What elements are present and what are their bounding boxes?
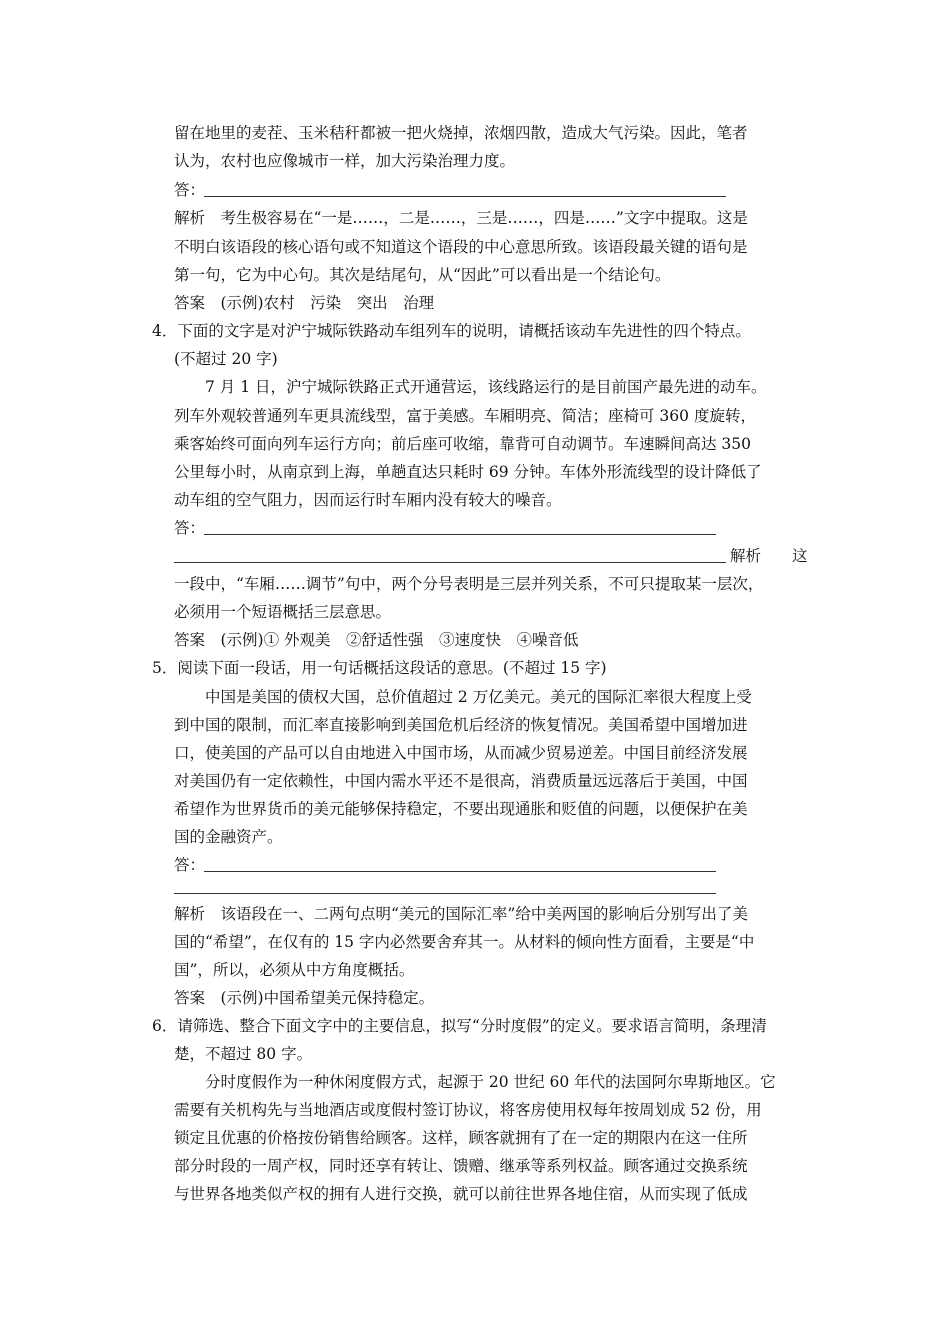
text-line: 认为，农村也应像城市一样，加大污染治理力度。 [174, 152, 516, 170]
analysis-line: 解析 该语段在一、二两句点明“美元的国际汇率”给中美两国的影响后分别写出了美 [174, 905, 748, 923]
question-4-limit: (不超过 20 字) [174, 350, 278, 368]
answer-blank-line [174, 893, 716, 894]
question-5-title: 5．阅读下面一段话，用一句话概括这段话的意思。(不超过 15 字) [152, 659, 607, 677]
question-6-limit: 楚，不超过 80 字。 [174, 1045, 313, 1063]
answer-blank-line [204, 534, 716, 535]
question-6-title: 6．请筛选、整合下面文字中的主要信息，拟写“分时度假”的定义。要求语言简明，条理清 [152, 1017, 767, 1035]
passage-line: 需要有关机构先与当地酒店或度假村签订协议，将客房使用权每年按周划成 52 份，用 [174, 1101, 762, 1119]
answer-line: 答案 (示例)中国希望美元保持稳定。 [174, 989, 435, 1007]
passage-line: 部分时段的一周产权，同时还享有转让、馈赠、继承等系列权益。顾客通过交换系统 [174, 1157, 748, 1175]
analysis-line: 解析 考生极容易在“一是……，二是……，三是……，四是……”文字中提取。这是 [174, 209, 748, 227]
answer-line: 答案 (示例)① 外观美 ②舒适性强 ③速度快 ④噪音低 [174, 631, 579, 649]
question-4-title: 4．下面的文字是对沪宁城际铁路动车组列车的说明，请概括该动车先进性的四个特点。 [152, 322, 751, 340]
passage-line: 分时度假作为一种休闲度假方式，起源于 20 世纪 60 年代的法国阿尔卑斯地区。它 [205, 1073, 776, 1091]
analysis-line: 一段中，“车厢……调节”句中，两个分号表明是三层并列关系，不可只提取某一层次， [174, 575, 764, 593]
passage-line: 到中国的限制，而汇率直接影响到美国危机后经济的恢复情况。美国希望中国增加进 [174, 716, 748, 734]
passage-line: 乘客始终可面向列车运行方向；前后座可收缩，靠背可自动调节。车速瞬间高达 350 [174, 435, 752, 453]
answer-line: 答案 (示例)农村 污染 突出 治理 [174, 294, 435, 312]
analysis-line: 不明白该语段的核心语句或不知道这个语段的中心意思所致。该语段最关键的语句是 [174, 238, 748, 256]
analysis-line: 必须用一个短语概括三层意思。 [174, 603, 392, 621]
passage-line: 与世界各地类似产权的拥有人进行交换，就可以前往世界各地住宿，从而实现了低成 [174, 1185, 748, 1203]
passage-line: 动车组的空气阻力，因而运行时车厢内没有较大的噪音。 [174, 491, 562, 509]
passage-line: 对美国仍有一定依赖性，中国内需水平还不是很高，消费质量远远落后于美国，中国 [174, 772, 748, 790]
analysis-line: 国的“希望”，在仅有的 15 字内必然要舍弃其一。从材料的倾向性方面看，主要是“中 [174, 933, 755, 951]
passage-line: 国的金融资产。 [174, 828, 283, 846]
passage-line: 口，使美国的产品可以自由地进入中国市场，从而减少贸易逆差。中国目前经济发展 [174, 744, 748, 762]
answer-blank-line [174, 562, 726, 563]
passage-line: 列车外观较普通列车更具流线型，富于美感。车厢明亮、简洁；座椅可 360 度旋转， [174, 407, 756, 425]
passage-line: 中国是美国的债权大国，总价值超过 2 万亿美元。美元的国际汇率很大程度上受 [205, 688, 752, 706]
passage-line: 希望作为世界货币的美元能够保持稳定，不要出现通胀和贬值的问题，以便保护在美 [174, 800, 748, 818]
analysis-line: 第一句，它为中心句。其次是结尾句，从“因此”可以看出是一个结论句。 [174, 266, 671, 284]
passage-line: 锁定且优惠的价格按份销售给顾客。这样，顾客就拥有了在一定的期限内在这一住所 [174, 1129, 748, 1147]
answer-label: 答： [174, 181, 206, 199]
passage-line: 公里每小时，从南京到上海，单趟直达只耗时 69 分钟。车体外形流线型的设计降低了 [174, 463, 762, 481]
analysis-line: 国”，所以，必须从中方角度概括。 [174, 961, 415, 979]
answer-label: 答： [174, 856, 206, 874]
passage-line: 7 月 1 日，沪宁城际铁路正式开通营运，该线路运行的是目前国产最先进的动车。 [205, 378, 767, 396]
analysis-label: 解析 这 [730, 547, 808, 565]
answer-blank-line [204, 871, 716, 872]
answer-label: 答： [174, 519, 206, 537]
answer-blank-line [204, 196, 726, 197]
text-line: 留在地里的麦茬、玉米秸秆都被一把火烧掉，浓烟四散，造成大气污染。因此，笔者 [174, 124, 748, 142]
